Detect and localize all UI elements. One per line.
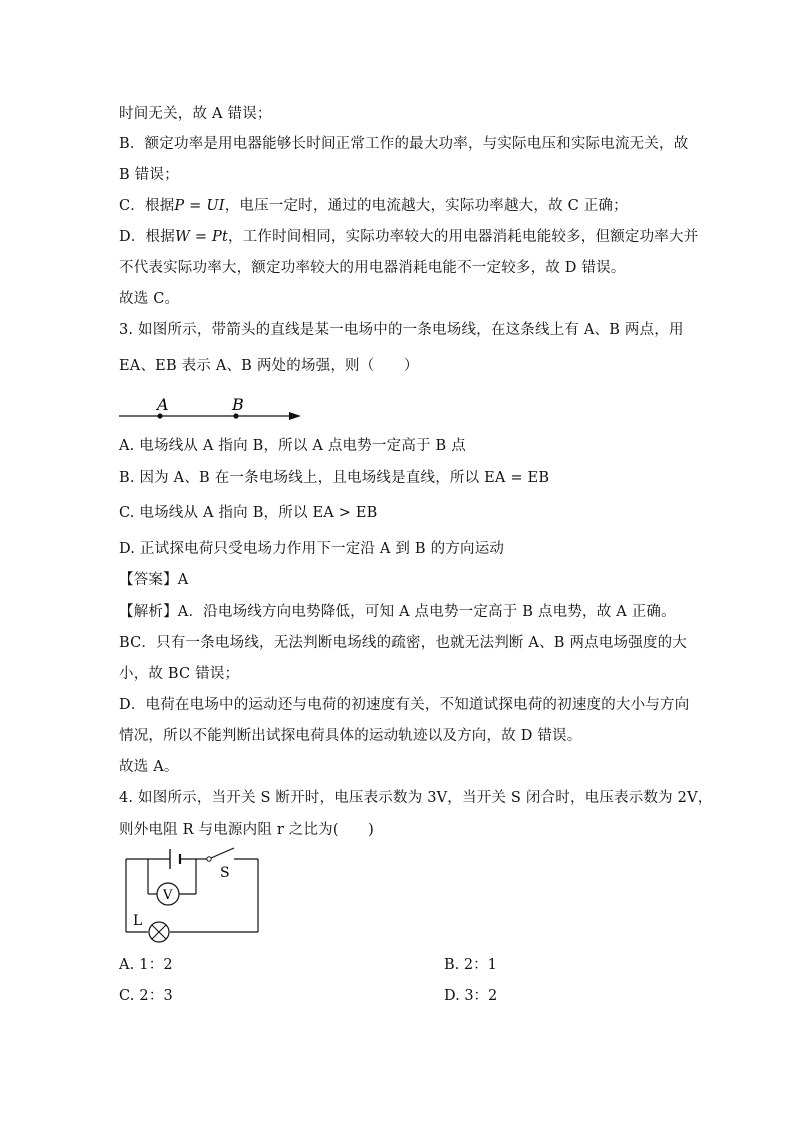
- point-b-label: B: [232, 395, 244, 414]
- q4-option-a: A. 1：2: [119, 957, 173, 973]
- q3-conclusion: 故选 A。: [119, 759, 179, 775]
- electric-field-line-figure: [115, 392, 310, 424]
- q3-analysis-line-1: 【解析】A．沿电场线方向电势降低，可知 A 点电势一定高于 B 点电势，故 A 正确。: [119, 604, 676, 620]
- point-a-label: A: [157, 395, 169, 414]
- switch-lever: [211, 848, 234, 858]
- field-line-arrowhead: [289, 412, 301, 420]
- q3-analysis-line-4: D．电荷在电场中的运动还与电荷的初速度有关，不知道试探电荷的初速度的大小与方向: [119, 697, 690, 713]
- energy-formula: W = Pt: [174, 229, 228, 245]
- q3-stem-line-1: 3. 如图所示，带箭头的直线是某一电场中的一条电场线，在这条线上有 A、B 两点，用: [119, 322, 684, 338]
- prev-analysis-line-5: [119, 227, 698, 247]
- prev-analysis-line-4-post: ，电压一定时，通过的电流越大，实际功率越大，故 C 正确；: [224, 198, 628, 214]
- point-b-dot: [233, 413, 238, 418]
- prev-analysis-line-5-pre: D．根据: [119, 229, 175, 245]
- prev-analysis-line-2: B．额定功率是用电器能够长时间正常工作的最大功率，与实际电压和实际电流无关，故: [119, 136, 689, 152]
- switch-label: S: [220, 865, 230, 881]
- q3-option-c: C. 电场线从 A 指向 B，所以 EA > EB: [119, 505, 378, 521]
- q4-stem-line-1: 4. 如图所示，当开关 S 断开时，电压表示数为 3V，当开关 S 闭合时，电压表示数为 2V，: [119, 790, 713, 806]
- prev-conclusion: 故选 C。: [119, 291, 180, 307]
- prev-analysis-line-6: 不代表实际功率大，额定功率较大的用电器消耗电能不一定较多，故 D 错误。: [119, 260, 626, 276]
- point-a-dot: [157, 413, 162, 418]
- lamp-label: L: [133, 913, 143, 929]
- prev-analysis-line-3: B 错误；: [119, 167, 179, 183]
- q3-answer: 【答案】A: [119, 572, 189, 588]
- prev-analysis-line-1: 时间无关，故 A 错误；: [119, 106, 272, 122]
- prev-analysis-line-4: [119, 196, 628, 216]
- switch-contact: [207, 857, 211, 861]
- q3-option-b: B. 因为 A、B 在一条电场线上，且电场线是直线，所以 EA = EB: [119, 470, 550, 486]
- q3-option-a: A. 电场线从 A 指向 B，所以 A 点电势一定高于 B 点: [119, 438, 466, 454]
- q4-option-d: D. 3：2: [444, 988, 498, 1004]
- q4-option-b: B. 2：1: [444, 957, 497, 973]
- q3-stem-line-2: EA、EB 表示 A、B 两处的场强，则（ ）: [119, 358, 419, 374]
- q4-option-c: C. 2：3: [119, 988, 173, 1004]
- q3-analysis-line-5: 情况，所以不能判断出试探电荷具体的运动轨迹以及方向，故 D 错误。: [119, 728, 582, 744]
- q4-stem-line-2: 则外电阻 R 与电源内阻 r 之比为( ): [119, 822, 374, 838]
- power-formula: P = UI: [174, 198, 225, 214]
- q3-analysis-line-2: BC．只有一条电场线，无法判断电场线的疏密，也就无法判断 A、B 两点电场强度的大: [119, 635, 688, 651]
- circuit-diagram: [118, 846, 268, 948]
- q3-analysis-line-3: 小，故 BC 错误；: [119, 666, 240, 682]
- voltmeter-label: V: [163, 888, 173, 903]
- prev-analysis-line-4-pre: C．根据: [119, 198, 175, 214]
- prev-analysis-line-5-post: ，工作时间相同，实际功率较大的用电器消耗电能较多，但额定功率大并: [228, 229, 699, 245]
- q3-option-d: D. 正试探电荷只受电场力作用下一定沿 A 到 B 的方向运动: [119, 541, 505, 557]
